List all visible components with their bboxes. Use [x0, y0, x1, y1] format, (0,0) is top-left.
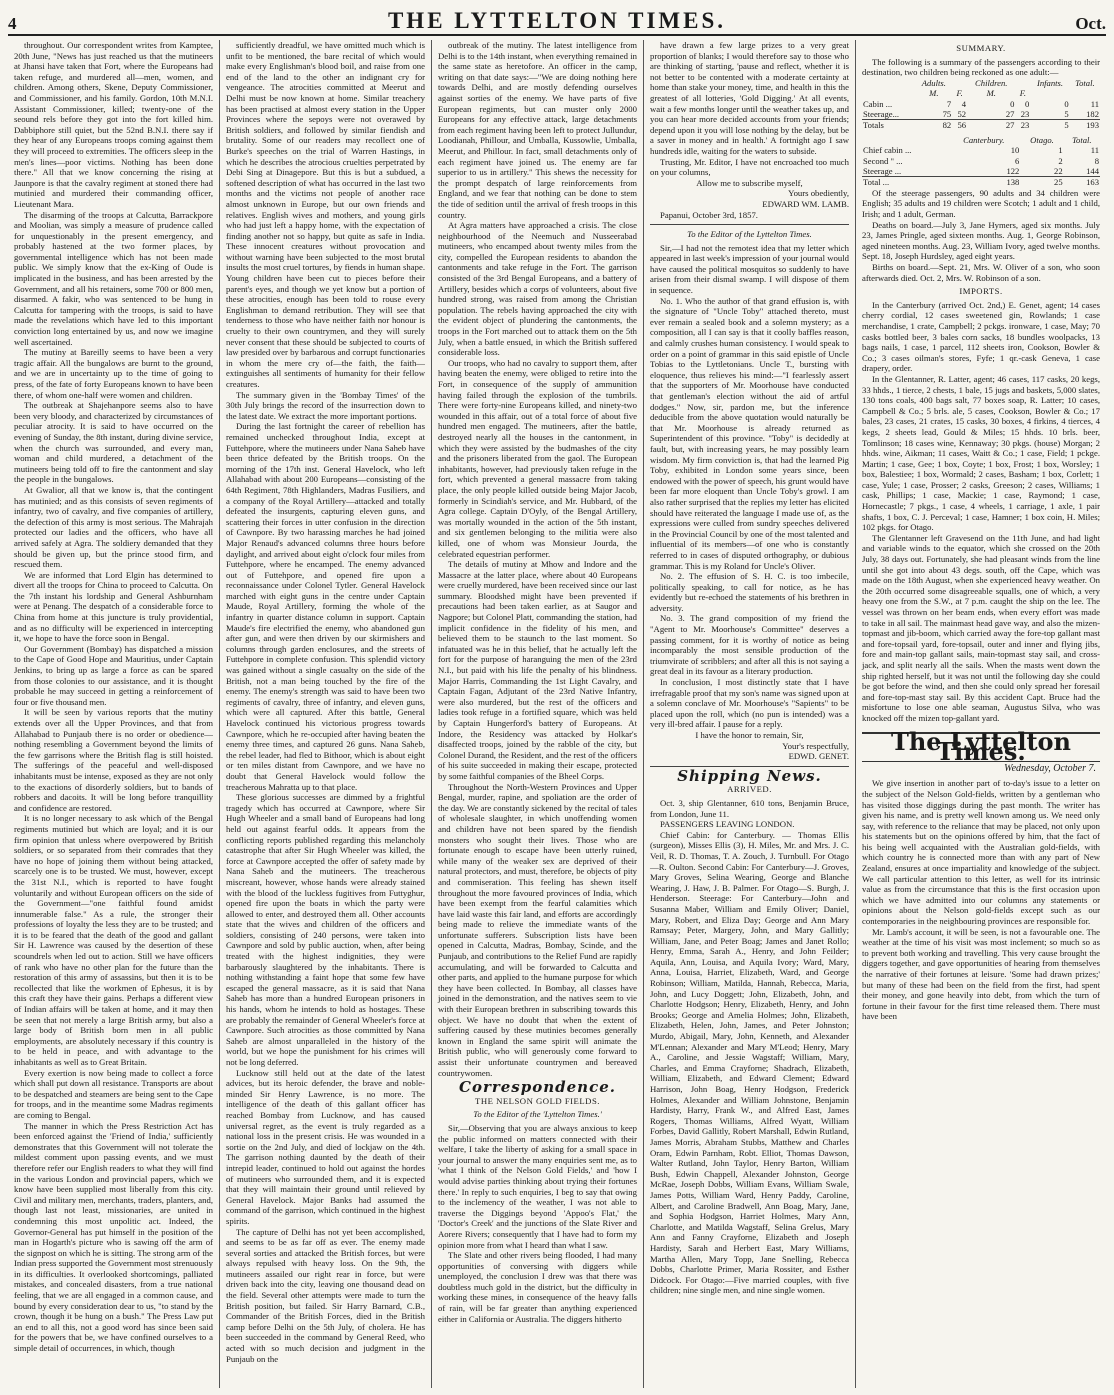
table-cell: F.	[1019, 88, 1027, 99]
paragraph: Throughout the North-Western Provinces and Upper Bengal, murder, rapine, and spoliation are the order of the day. We are constantly sickened by the recital of tales of wholesale slaughter, in which unoffending women and children have not been spared by the fiendish monsters who sought their lives. Those who are fortunate enough to escape have been utterly ruined, while many of the weaker sex are deprived of their natural protectors, and must, therefore, be objects of pity and commiseration. This feeling has shewn itself throughout the more favoured provinces of India, which have been exempt from the fearful calamities which have laid waste this fair land, and efforts are accordingly being made to relieve the immediate wants of the unfortunate sufferers. Subscription lists have been opened in Calcutta, Madras, Bombay, Scinde, and the Punjaub, and contributions to the Relief Fund are rapidly accumulating, and will be forwarded to Calcutta and other parts, and applied to the humane purpose for which they have been collected. In Bombay, all classes have joined in the demonstration, and the natives seem to vie with their European brethren in subscribing towards this object. We have no doubt that when the extent of suffering caused by these mutinies becomes generally known in England the same spirit will animate the British public, who will generously come forward to assist their unfortunate countrymen and bereaved countrywomen.	[438, 781, 637, 1078]
column-2	[220, 40, 432, 1388]
table-cell: Infants.	[1037, 77, 1064, 88]
table-cell: Cabin ...	[863, 98, 893, 109]
column-3-body	[438, 40, 637, 1078]
paragraph: No. 1. Who the author of that grand effusion is, with the signature of "Uncle Toby" attached thereto, must ever remain a sealed book and a solemn mystery; as a composition, all I can say is that it coolly baffles reason, and calmly crushes human consistency. I would speak to order on a point of grammar in this said epistle of Uncle Tobias to the Lyttletonians. Uncle T., bursting with eloquence, thus relieves his mind:—"I fearlessly assert that the supporters of Mr. Moorhouse have conducted that gentleman's election without the aid of artful dodges." Now, sir, pardon me, but the inference deducible from the above quotation would naturally be that Mr. Moorhouse is already returned as Superintendent of this province. "Toby" is decidedly at fault, but, with increasing years, he may possibly learn wisdom. My firm conviction is, that had the learned Pig Toby, exhibited in London some years since, been endowed with the power of speech, his grunt would have been far more eloquent than Uncle Toby's growl. I am also rather surprised that the replies my letter has elicited should have reiterated the language I made use of, as the expressions were culled from sundry speeches delivered in the Provincial Council by one of the most talented and influential of its members—of one who is constantly referred to in cases of disputed orthography, or dubious grammar. This is my Roland for Uncle's Oliver.	[650, 295, 849, 571]
summary-table	[862, 78, 1100, 131]
table-cell: 22	[1054, 166, 1063, 177]
paragraph: Lucknow still held out at the date of the latest advices, but its heroic defender, the brave and noble-minded Sir Henry Lawrence, is no more. The intelligence of the death of this gallant officer has reached Bombay from Lucknow, and has caused universal regret, as the event is truly regarded as a national loss in the present crisis. He was wounded in a sortie on the 2nd July, and died of lockjaw on the 4th. The garrison nothing daunted by the death of their intrepid leader, continued to hold out against the hordes of mutineers who surrounded them, and it is expected that they will maintain their ground until relieved by General Havelock. Major Banks had assumed the command of the garrison, which continued in the highest spirits.	[226, 1067, 425, 1226]
letter-body	[438, 1123, 637, 1324]
table-cell: Adults.	[921, 77, 946, 88]
paragraph: The capture of Delhi has not yet been accomplished, and seems to be as far off as ever. The enemy made several sorties and attacked the British forces, but were always repulsed with heavy loss. On the 9th, the mutineers assailed our right rear in force, but were driven back into the city, leaving one thousand dead on the field. Several other attempts were made to turn the British position, but failed. Sir Harry Barnard, C.B., Commander of the British Forces, died in the British camp before Delhi on the 5th July, of cholera. He has been succeeded in the command by General Reed, who acted with so much decision and judgment in the Punjaub on the	[226, 1226, 425, 1364]
table-row	[862, 120, 1100, 131]
arrived-label: ARRIVED.	[727, 784, 772, 795]
table-cell	[862, 88, 915, 98]
table-cell: 52	[957, 109, 967, 119]
editorial-body	[862, 778, 1100, 1022]
letter2-salutation: To the Editor of the Lyttelton Times.	[687, 229, 812, 240]
table-cell: 11	[1090, 98, 1099, 109]
paragraph: These glorious successes are dimmed by a frightful tragedy which has occurred at Cawnpore, where Sir Hugh Wheeler and a small band of Europeans had long held out against fearful odds. It appears from the conflicting reports published regarding this melancholy catastrophe that after Sir Hugh Wheeler was killed, the force at Cawnpore accepted the offer of safety made by Nana Saheb and the mutineers. The treacherous miscreant, however, whose hands were already stained with the blood of the luckless fugitives from Futtyghur, opened fire upon the boats in which the party were allowed to enter, and destroyed them all. Other accounts state that the wives and children of the officers and soldiers, consisting of 240 persons, were taken into Cawnpore and sold by public auction, when, after being treated with the highest indignities, they were barbarously slaughtered by the inhabitants. There is nothing withstanding a faint hope that some few have escaped the general massacre, as it is said that Nana Saheb has more than a hundred European prisoners in his hands, whom he intends to hold as hostages. These are probably the remainder of General Wheeler's force at Cawnpore. Such atrocities as those committed by Nana Saheb are almost unparalleled in the history of the world, but we hope the punishment for his crimes will not be long deferred.	[226, 792, 425, 1067]
table-cell	[1030, 88, 1069, 98]
table-row	[862, 135, 1100, 145]
table-cell: M.	[986, 88, 996, 99]
paragraph: Chief Cabin: for Canterbury. — Thomas Ellis (surgeon), Misses Ellis (3), H. Miles, Mr. and Mrs. J. C. Veil, R. D. Thomas, T. A. Zouch, J. Turnbull. For Otago—R. Oulton. Second Cabin: For Canterbury—J. Groves, Mary Groves, Selina Wearing, George and Blanche Wearing, J. Haw, J. B. Palmer. For Otago—S. Burgh, J. Henderson. Steerage: For Canterbury—John and Susanna Maber, William and Emily Oliver; Daniel, Mary, Robert, and Eliza Day; George and Ann Mary Ramsay; Peter, Margery, John, and Mary Gallitly; William, Jane, and Peter Boag; James and Janet Rollo; Henry, Emma, Sarah A., Henry, and John Feilder; Aquila, Ann, Louisa, and Aquila Ivory; Ward, Mary, Anna, Louisa, Harriet, Elizabeth, Ward, and George Robinson; William, Matilda, Hannah, Rebecca, Maria, John, and Lucy Doggett; John, Elizabeth, John, and Charlotte Hodgson; Henry, Elizabeth, Henry, and John Brooks; George and Amelia Holmes; John, Elizabeth, Elizabeth, Helen, John, James, and Peter Johnston; Murdo, Abigail, Mary, John, Kenneth, and Alexander M'Lennan; Alexander and Mary M'Leod; Henry, Mary A., Caroline, and Jessie Wagstaff; William, Mary, Charles, and Emma Crayforne; Shadrach, Elizabeth, William, Elizabeth, and Edward Clement; Edward Harrison, John Boag, Henry Hodgson, Frederick Holmes, Alexander and William Johnstone, Benjamin Hardisty, Harry, Frank W., and Alfred East, James Rogers, Thomas Williams, Alfred Wyatt, William Forbes, David Gallitly, Robert Marshall, Edwin Rutland, James Morris, Abraham Stubbs, Matthew and Charles Oram, Edwin Parnham, Robt. Elliot, Thomas Dawson, Walter Rutland, John Taylor, Henry Barton, William Bush, Edwin Chappell, Alexander Johnston, George McRae, Joseph Dobbs, William Evans, William Swale, James Potts, William Ward, Henry Paddy, Caroline, Albert, and Caroline Bradwell, Ann Boag, Mary, Jane, and Sophia Hodgson, Harriet Holmes, Mary Ann, Charlotte, and Matilda Wagstaff, Selina Grelus, Mary Ann and Fanny Crayforne, Elizabeth and Joseph Hardisty, Sarah and Herbert East, Mary Williams, Martha Allen, Mary Topp, Jane Snelling, Rebecca Dobbs, Charlotte Primer, Maria Rossiter, and Esther Didcock. For Otago:—Five married couples, with five children; nine single men, and nine single women.	[650, 829, 849, 1296]
table-row	[862, 156, 1100, 166]
paragraph: Deaths on board.—July 3, Jane Hymers, aged six months. July 23, James Pringle, aged sixteen months. Aug. 1, George Robinson, aged nineteen months. Aug. 23, William Ivory, aged twelve months. Sept. 18, Joseph Hurdsley, aged eight years.	[862, 219, 1100, 262]
paragraph: Our troops, who had no cavalry to support them, after having beaten the enemy, were obliged to retire into the Fort, in consequence of the supply of ammunition having failed through the explosion of the tumbrils. There were forty-nine Europeans killed, and ninety-two wounded in this affair, out of a total force of about five hundred men engaged. The mutineers, after the battle, destroyed nearly all the houses in the cantonment, in which they were assisted by the budmashes of the city and the prisoners liberated from the gaol. The European inhabitants, however, had previously taken refuge in the fort, which prevented a general massacre from taking place, the only people killed outside being Major Jacob, formerly in Scindiah's service, and Mr. Hubbard, of the Agra college. Captain D'Oyly, of the Bengal Artillery, was mortally wounded in the action of the 5th instant, and six gentlemen belonging to the militia were also killed, one of whom was Monsieur Jourda, the celebrated equestrian performer.	[438, 357, 637, 559]
paragraph: The disarming of the troops at Calcutta, Barrackpore and Moolian, was simply a measure of prudence called for unquestionably in the present emergency, and probably hastened at the two former places, by governmental intelligence which has not been made public. We simply know that the ex-King of Oude is implicated in the business, and has been arrested by the Government, and all his retainers, some 700 or 800 men, disarmed. A fakir, who was sentenced to be hung in Calcutta for tampering with the troops, is said to have made the revelations which have led to this important conviction long entertained by us, and now we imagine well ascertained.	[14, 209, 213, 347]
column-5-body	[862, 188, 1100, 283]
paragraph: In the Glentanner, R. Latter, agent; 46 cases, 117 casks, 20 kegs, 33 hhds., 1 tierce, 2 chests, 1 bale, 15 jugs and baskets, 5,000 slates, 130 tons coals, 400 bags salt, 77 boxes soap, R. Latter; 10 cases, Campbell & Co.; 5 brls. ale, 5 cases, Cookson, Bowler & Co.; 17 bales, 23 cases, 21 crates, 15 casks, 30 boxes, 4 firkins, 4 tierces, 4 kegs, 2 sheets lead, Gould & Miles; 15 hhds. 10 brls. beer, Tomlinson; 18 cases wine, Kennaway; 30 pkgs. (house) Morgan; 2 hhds. wine, Aikman; 11 cases, Waitt & Co.; 1 case, Field; 1 pckge. Martin; 1 case, Gee; 1 box, Coyte; 1 box, Frost; 1 box, Worsley; 1 box, Balestiee; 1 box, Wormald; 2 cases, Basham; 1 box, Corlett; 1 case, Yule; 1 case, Prosser; 2 casks, Greeson; 2 cases, Williams; 1 cask, Phillips; 1 case, Mackie; 1 case, Raymond; 1 case, Hornecastle; 7 pkgs., 1 case, 4 wheels, 1 carriage, 1 axle, 1 pair shafts, 1 box, C. J. Perceval; 1 case, Hamner; 1 box coin, H. Miles; 102 pkgs. for Otago.	[862, 373, 1100, 533]
table-cell: Total.	[1075, 77, 1095, 88]
paragraph: Trusting, Mr. Editor, I have not encroached too much on your columns,	[650, 156, 849, 178]
table-cell: 163	[1064, 177, 1100, 188]
table-cell: Steerage...	[863, 109, 900, 119]
table-cell: M.	[929, 88, 939, 99]
paragraph: outbreak of the mutiny. The latest intelligence from Delhi is to the 14th instant, when everything remained in the same state as heretofore. An officer in the camp, writing on that date says:—"We are doing nothing here towards Delhi, and are mostly defending ourselves against sorties of the enemy. We have parts of five European regiments, but can muster only 2000 Europeans for any effective attack, large detachments from each regiment having been left to protect Jullundur, Loodianah, Phillour, and Umballa, Kussowlie, Umballa, Meerut, and Phillour. In fact, small detachments only of each regiment have joined us. The enemy are far superior to us in artillery." This shews the necessity for the prompt despatch of large reinforcements from England, and we fear that nothing can be done to stem the tide of sedition until the arrival of fresh troops in this country.	[438, 40, 637, 220]
table-cell: 138	[947, 177, 1020, 188]
paper-heading: The Lyttelton Times.	[862, 732, 1100, 762]
columns	[8, 40, 1106, 1388]
letter1-place: Papanui, October 3rd, 1857.	[660, 209, 758, 220]
table-cell: 1	[1058, 145, 1063, 156]
paragraph: In conclusion, I most distinctly state that I have irrefragable proof that my son's name was signed upon at a solemn conclave of Mr. Moorhouse's "Sapients" to be placed upon the roll, which (no pun is intended) was a very ill-bred affair. I pause for a reply.	[650, 677, 849, 730]
paragraph: sufficiently dreadful, we have omitted much which is unfit to be mentioned, the bare recital of which would make every Englishman's blood boil, and raise from one end of the land to the other an indignant cry for vengeance. The atrocities committed at Meerut and Delhi must be now known at home. Similar treachery has been practised at almost every station in the Upper Provinces where the sepoys were not overawed by British soldiers, and followed by similar fiendish and brutality. Some of our readers may recollect one of Burke's speeches on the trial of Warren Hastings, in which he describes the atrocious cruelties perpetrated by Debi Sing at Dinagepore. But this is but a subdued, a softened description of what has occurred in the last two months and the victims not people of another race almost unknown in Europe, but our own friends and relatives. English wives and mothers, and young girls who had just left a happy home, with the expectation of finding another not so happy, but quite as safe in India. These innocent creatures without provocation and without warning have been subjected to the most brutal insults the most cruel tortures, by fiends in human shape. Young children have been cut to pieces before their parent's eyes, and though we yet know but a portion of these atrocities, enough has been told to rouse every Englishman to demand retribution. They will see that tenderness to those who have neither faith nor honour is cruelty to their own countrymen, and they will surely never consent that these should be subjected to courts of law presided over by barbarous and corrupt functionaries in whom the mere cry of—the faith, the faith—extinguishes all sentiments of humanity for their fellow creatures.	[226, 40, 425, 389]
table-cell: Children.	[975, 77, 1008, 88]
table-cell: Chief cabin ...	[863, 145, 912, 156]
paragraph: The manner in which the Press Restriction Act has been enforced against the 'Friend of India,' sufficiently demonstrates that this Government will not tolerate the mildest comment upon passing events, and we must therefore refer our English readers to what they will find in the various London and provincial papers, which we know have been supplied most liberally from this city. Civil and military men, merchants, traders, planters, and, though last not least, missionaries, are united in condemning this most unpolitic act. Indeed, the Governor-General has put himself in the position of the man in Hogarth's picture who is sawing off the arm of the signpost on which he is sitting. The strong arm of the Indian press supported the Government most strenuously in its difficulties. It overlooked shortcomings, palliated mistakes, and concealed disasters, from a true national feeling, that we are all engaged in a common cause, and bound by every consideration dear to us, "to stand by the crown, though it be hung on a bush." The Press Law put an end to all this, not a good word has since been said for the powers that be, we have confined ourselves to a simple detail of occurrences, in which, though	[14, 1120, 213, 1354]
paper-title: THE LYTTELTON TIMES.	[387, 8, 727, 33]
table-cell: 23	[1015, 120, 1030, 131]
paragraph: The mutiny at Bareilly seems to have been a very tragic affair. All the bungalows are burnt to the ground, and we are in uncertainty up to the time of going to press, of the fate of forty Europeans known to have been there, of whom one-half were women and children.	[14, 347, 213, 400]
table-cell: Total.	[1072, 134, 1092, 145]
column-3	[432, 40, 644, 1388]
page-number: 4	[8, 14, 17, 33]
paragraph: The details of mutiny at Mhow and Indore and the Massacre at the latter place, where about 40 Europeans were cruelly murdered, have been received since our last summary. Bloodshed might have been prevented if precautions had been taken earlier, as at Saugor and Nagpore; but Colonel Platt, commanding the station, had implicit confidence in the fidelity of his men, and believed them to be staunch to the last moment. So infatuated was he in this belief, that he actually left the fort for the purpose of haranguing the men of the 23rd N.I., but paid with his life the penalty of his blindness. Major Harris, Commanding the 1st Light Cavalry, and Captain Fagan, Adjutant of the 23rd Native Infantry, were also murdered, but the rest of the officers and ladies took refuge in a fortified square, which was held by Captain Hungerford's battery of Europeans. At Indore, the Residency was attacked by Holkar's disaffected troops, joined by the rabble of the city, but Colonel Durand, the Resident, and the rest of the officers of his suite succeeded in making their escape, protected by some faithful companies of the Bheel Corps.	[438, 559, 637, 781]
table-cell	[862, 135, 947, 145]
table-cell: Total ...	[862, 177, 947, 188]
table-cell: Otago.	[1030, 134, 1054, 145]
table-cell	[862, 78, 915, 88]
letter2-close: I have the honor to remain, Sir,	[695, 730, 804, 740]
paragraph: Every exertion is now being made to collect a force which shall put down all resistance. Transports are about to be despatched and steamers are being sent to the Cape for troops, and in the meantime some Madras regiments are coming to Bengal.	[14, 1067, 213, 1120]
table-cell: F.	[956, 88, 963, 99]
table-cell: 2	[1058, 155, 1063, 166]
paragraph: At Agra matters have approached a crisis. The close neighbourhood of the Neemuch and Nusseerabad mutineers, who encamped about twenty miles from the city, compelled the European residents to abandon the cantonments and take refuge in the Fort. The garrison consisted of the 3rd Bengal Europeans, and a battery of Artillery, besides which a corps of volunteers, about five hundred strong, was raised from among the Christian population. The rebels having approached the city with the evident object of plundering the cantonments, the troops in the Fort marched out to attack them on the 5th July, when a battle ensued, in which the British suffered considerable loss.	[438, 220, 637, 358]
shipping-body	[650, 798, 849, 1296]
table-cell	[952, 78, 967, 88]
paragraph: Mr. Lamb's account, it will be seen, is not a favourable one. The weather at the time of his visit was most inclement; so much so as to prevent both working and travelling. This very cause brought the diggers together, and gave opportunities of hearing from themselves the narrative of their fortunes at leisure. 'Some had drawn prizes;' but many of these had been on the field from the first, had spent their money, and gone heavily into debt, from which the turn of fortune in their favour for the first time released them. There must have been	[862, 926, 1100, 1022]
table-cell: 82	[915, 120, 952, 131]
summary-intro: The following is a summary of the passengers according to their destination, two children being reckoned as one adult:—	[862, 56, 1100, 78]
table-cell	[1015, 78, 1030, 88]
table-cell: 4	[961, 98, 967, 109]
table-cell: 25	[1020, 177, 1063, 188]
shipping-heading: Shipping News.	[677, 766, 822, 785]
table-cell: Steerage ...	[863, 166, 902, 177]
paragraph: PASSENGERS LEAVING LONDON.	[660, 819, 795, 830]
table-row	[862, 145, 1100, 155]
letter-salutation: To the Editor of the 'Lyttelton Times.'	[473, 1109, 602, 1120]
table-cell: 0	[1010, 98, 1015, 109]
paragraph: Our Government (Bombay) has dispatched a mission to the Cape of Good Hope and Mauritius, under Captain Jenkins, to bring up as large a force as can be spared from those colonies to our assistance, and it is thought probable he may succeed in getting a reinforcement of four or five thousand men.	[14, 643, 213, 707]
table-cell: 5	[1030, 120, 1069, 131]
table-cell: 5	[1064, 109, 1069, 119]
paragraph: The Glentanner left Gravesend on the 11th June, and had light and variable winds to the equator, which she crossed on the 20th July, 38 days out. Fortunately, she had pleasant winds from the line until she got into about 43 degs. south, off the Cape, which was made on the 18th August, when she experienced heavy weather. On the 20th occurred some disagreeable squalls, one of which, a very heavy one from the S.W., at 7 p.m. caught the ship on the lee. The vessel was thrown on her beam ends, when every effort was made to take in all sail. The mainmast head gave way, and also the mizen-topmast and jib-boom, which carried away the fore-top gallant mast and fore-topsail yard, fore-topsail, outer and inner and flying jibs, fore and main-top gallant sails, main-topmast stay sail, and cross-jack, and split nearly all the sails. When the masts went down the ship righted herself, but it was not until the following day she could be got before the wind, and then she could only spread her foresail and fore-top-mast stay sail. By this accident Capt. Bruce had the misfortune to lose one able seaman, Augustus Silva, who was knocked off the mizen top-gallant yard.	[862, 532, 1100, 723]
correspondence-heading: Correspondence.	[459, 1078, 616, 1097]
column-1	[8, 40, 220, 1388]
imports-body	[862, 300, 1100, 724]
paragraph: No. 2. The effusion of S. H. C. is too imbecile, politically speaking, to call for notice, as he has evidently but re-echoed the statements of his brethren in adversity.	[650, 571, 849, 613]
table-cell: 8	[1094, 155, 1099, 166]
table-cell: 182	[1086, 109, 1099, 119]
paragraph: Of the steerage passengers, 90 adults and 34 children were English; 35 adults and 19 children were Scotch; 1 adult and 1 child, Irish; and 1 adult, German.	[862, 187, 1100, 220]
letter-title: THE NELSON GOLD FIELDS.	[475, 1095, 600, 1106]
table-row	[862, 78, 1100, 88]
table-cell: 75	[942, 109, 952, 119]
table-cell: 6	[1015, 155, 1020, 166]
table-cell: 23	[1020, 109, 1030, 119]
table-row	[862, 177, 1100, 188]
table-cell: 27	[967, 120, 1015, 131]
divider	[650, 224, 849, 225]
paragraph: At Gwalior, all that we know is, that the contingent has mutinied; and as this consists of seven regiments of infantry, two of cavalry, and five companies of artillery, the defection of this army is most serious. The Mahrajah protected our ladies and the officers, who have all arrived safely at Agra. The soldiery demanded that they should be given up, but the prince stood firm, and rescued them.	[14, 484, 213, 570]
table-cell: 122	[1006, 166, 1020, 177]
paragraph: Births on board.—Sept. 21, Mrs. W. Oliver of a son, who soon afterwards died. Oct. 2, Mrs. W. Robinson of a son.	[862, 262, 1100, 283]
table-cell: 11	[1090, 145, 1099, 156]
destination-table	[862, 135, 1100, 188]
letter1-close: Yours obediently,	[788, 188, 849, 199]
paragraph: We are informed that Lord Elgin has determined to divert all the troops for China to proceed to Calcutta. On the 7th instant his lordship and General Ashburnham were at Penang. The despatch of a considerable force to China from home at this juncture is truly providential, and as no difficulty will be experienced in intercepting it, we hope to have the force soon in Bengal.	[14, 569, 213, 644]
table-cell: 7	[946, 98, 952, 109]
paragraph: It is no longer necessary to ask which of the Bengal regiments mutinied but which are loyal; and it is our firm opinion that unless where overpowered by British soldiers, or so separated from their comrades that they have no hope of joining them without being attacked, scarcely one is to be trusted. We must, however, except the 31st N.I., which is reported to have fought voluntarily and without European officers on the side of the Government—"one faithful found amidst innumerable false." As a rule, the stronger their professions of loyalty the less they are to be trusted; and it is to be feared that the death of the good and gallant Sir H. Lawrence was caused by the desertion of these scoundrels when led out to action. Still we have officers of rank who have no other plan for the future than the restoration of this army of assassins, but then it is to be recollected that like the workmen of Ephesus, it is by this craft they have their gains. Perhaps a different view of Indian affairs will be taken at home, and it may then be seen that not merely a large British army, but also a large body of British born men in all public employments, are absolutely necessary if this country is to be held in peace, and with advantage to the inhabitants as well as to Great Britain.	[14, 813, 213, 1067]
table-cell: Canterbury.	[963, 134, 1005, 145]
paragraph: The Slate and other rivers being flooded, I had many opportunities of conversing with diggers while unemployed, the conclusion I drew was that there was doubtless much gold in the district, but the difficulty in working these mines, in consequence of the heavy falls of rain, will be far greater than anything experienced either in California or Australia. The diggers hitherto	[438, 1250, 637, 1324]
table-cell: 56	[952, 120, 967, 131]
table-row	[862, 88, 1100, 98]
table-cell: 0	[1025, 98, 1030, 109]
table-cell: Second " ...	[863, 155, 903, 166]
letter2-body	[650, 243, 849, 730]
table-cell: 27	[1005, 109, 1015, 119]
imports-title: IMPORTS.	[959, 286, 1003, 297]
table-cell: 10	[1010, 145, 1020, 156]
letter2-close2: Your's respectfully,	[782, 740, 849, 751]
table-cell: 0	[1064, 98, 1069, 109]
paragraph: No. 3. The grand composition of my friend the "Agent to Mr. Moorhouse's Committee" deserves a passing comment, for it is worthy of notice as being incomparably the most sensible production of the triumvirate of scribblers; and after all this is not saying a great deal in its favour as a literary production.	[650, 613, 849, 677]
column-4-body	[650, 40, 849, 178]
paragraph: It will be seen by various reports that the mutiny extends over all the Upper Provinces, and that from Allahabad to Punjaub there is no order or obedience—nothing resembling a Government beyond the limits of the few garrisons where the British flag is still hoisted. The sufferings of the peaceful and well-disposed inhabitants must be intense, exposed as they are not only to the exactions of disorderly soldiers, but to bands of robbers and dacoits. It will be long before tranquillity and confidence are restored.	[14, 707, 213, 813]
table-row	[862, 99, 1100, 109]
paragraph: Sir,—I had not the remotest idea that my letter which appeared in last week's impression of your journal would have caused the political mosquitos so suddenly to have arisen from their dismal swamp. I will dispose of them in sequence.	[650, 242, 849, 296]
issue-month: Oct.	[1075, 14, 1106, 33]
table-row	[862, 109, 1100, 120]
paragraph: Oct. 3, ship Glentanner, 610 tons, Benjamin Bruce, from London, June 11.	[650, 797, 849, 819]
paragraph: Sir,—Observing that you are always anxious to keep the public informed on matters connected with their welfare, I take the liberty of asking for a small space in your journal to answer the many enquiries sent me, as to 'what I think of the Nelson Gold Fields,' and 'how I would advise parties thinking about trying their fortunes there.' In reply to such enquiries, I beg to say that owing to the inclemency of the weather, I was not able to traverse the Diggings beyond 'Appoo's Flat,' the 'Doctor's Creek' and the junctions of the Slate River and Aorere Rivers; consequently that I have had to form my opinion more from what I heard than what I saw.	[438, 1122, 637, 1250]
letter1-signoff: Allow me to subscribe myself,	[696, 177, 803, 188]
table-cell	[1070, 88, 1100, 98]
paragraph: During the last fortnight the career of rebellion has remained unchecked throughout India, except at Futtehpore, where the mutineers under Nana Saheb have been thrice defeated by the British troops. On the morning of the 17th inst. General Havelock, who left Allahabad with about 200 Europeans—consisting of the 64th Regiment, 78th Highlanders, Madras Fusiliers, and a company of the Royal Artillery—attacked and totally defeated the insurgents, capturing eleven guns, and scattering their forces in utter confusion in the direction of Cawnpore. By two harassing marches he had joined Major Renaud's advanced columns three hours before daylight, and arrived about eight o'clock four miles from Futtehpore, where he encamped. The enemy advanced out of Futtehpore, and opened fire upon a reconnaissance under Colonel Tytler. General Havelock marched with eight guns in the centre under Captain Maude, Royal Artillery, forming the whole of the infantry in quarter distance column in support. Captain Maude's fire electrified the enemy, who abandoned gun after gun, and were then driven by our skirmishers and columns through garden enclosures, and the streets of Futtehpore in complete confusion. This splendid victory was gained without a single casualty on the side of the British, not a man being touched by the fire of the enemy. The enemy's strength was said to have been two regiments of cavalry, three of infantry, and eleven guns, which were all captured. After this battle, General Havelock continued his victorious progress towards Cawnpore, which he re-occupied after having beaten the enemy three times, and captured 26 guns. Nana Saheb, the rebel leader, had fled to Bithoor, which is about eight or ten miles distant from Cawnpore, and we have no doubt that General Havelock would follow the treacherous Mahratta up to that place.	[226, 421, 425, 792]
summary-title: SUMMARY.	[956, 43, 1006, 53]
paragraph: have drawn a few large prizes to a very great proportion of blanks; I would therefore say to those who are thinking of starting, 'pause and reflect, whether it is not better to be contented with a moderate certainty at home than stake your money, time, and health in this the greatest of all lotteries, 'Gold Digging.' At all events, wait a few months longer until the weather takes up, and you can hear more decided accounts from your friends; depend upon it you will lose nothing by the delay, but be a saver in money and in health.' A fortnight ago I saw hundreds idle, waiting for the waters to subside.	[650, 40, 849, 156]
paragraph: In the Canterbury (arrived Oct. 2nd,) E. Genet, agent; 14 cases cherry cordial, 12 cases sweetened gin, Rowlands; 1 case merchandise, 1 crate, Campbell; 2 pckgs. ironware, 1 case, May; 70 casks bottled beer, 3 bales corn sacks, 18 bundles woolpacks, 13 bags nails, 1 case, 1 parcel, 112 sheets iron, Cookson, Bowler & Co.; 3 cases oilman's stores, Fyfe; 1 qr.-cask Geneva, 1 case drapery, order.	[862, 299, 1100, 374]
table-row	[862, 166, 1100, 177]
table-cell: 144	[1086, 166, 1099, 177]
table-cell: 193	[1070, 120, 1100, 131]
paper-date: Wednesday, October 7.	[1004, 762, 1096, 774]
letter2-author: EDWD. GENET.	[788, 751, 849, 762]
letter1-author: EDWARD WM. LAMB.	[762, 198, 849, 209]
paragraph: We give insertion in another part of to-day's issue to a letter on the subject of the Nelson Gold-fields, written by a gentleman who has visited those diggings during the past month. The writer has given his name, and is pretty well known among us. We need only say, with reference to the reliance that may be placed, not only upon his statements but on the opinions offered by him, that the fact of his being well acquainted with the Australian gold-fields, with which country he is connected more than with any part of New Zealand, ensures at once impartiality and knowledge of the subject. We call particular attention to this letter, as well for its intrinsic value as from the circumstance that this is the first occasion upon which we have admitted into our columns any statements or opinions about the Nelson gold-fields except such as our contemporaries in the neighbouring provinces are responsible for.	[862, 778, 1100, 927]
column-4	[644, 40, 856, 1388]
table-cell: Totals	[862, 120, 915, 131]
paragraph: The summary given in the 'Bombay Times' of the 30th July brings the record of the insurrection down to the latest date. We extract the more important portions.	[226, 389, 425, 421]
paragraph: The outbreak at Shajehanpore seems also to have been very bloody, and characterized by circumstances of peculiar atrocity. It is said to have occurred on the evening of Sunday, the 8th instant, during divine service, when the church was surrounded, and every man, woman and child murdered, a detachment of the mutineers being told off to fire the cantonment and slay the people in the bungalows.	[14, 400, 213, 485]
paragraph: throughout. Our correspondent writes from Kamptee, 20th June, "News has just reached us that the mutineers at Jhansi have taken that Fort, where the Europeans had taken refuge, and murdered all—men, women, and children. Among others, Skene, Deputy Commissioner, and Commissioner, and his family. Gordon, 10th M.N.I. Assistant Commissioner, killed; twenty-one of the seound rels before they got into the fort killed him. Dabbiphore still quiet, but the 52nd B.N.I. there say if they hear of any Europeans troops coming against them they will proceed to extremities. The officers sleep in the men's lines—poor victims. Nothing has been done there." All that we know concerning the rising at Jaunpore is that the cavalry regiment at stoned there had mutinied and murdered their commanding officer, Lieutenant Mara.	[14, 40, 213, 209]
column-5	[856, 40, 1106, 1388]
masthead	[8, 4, 1106, 36]
